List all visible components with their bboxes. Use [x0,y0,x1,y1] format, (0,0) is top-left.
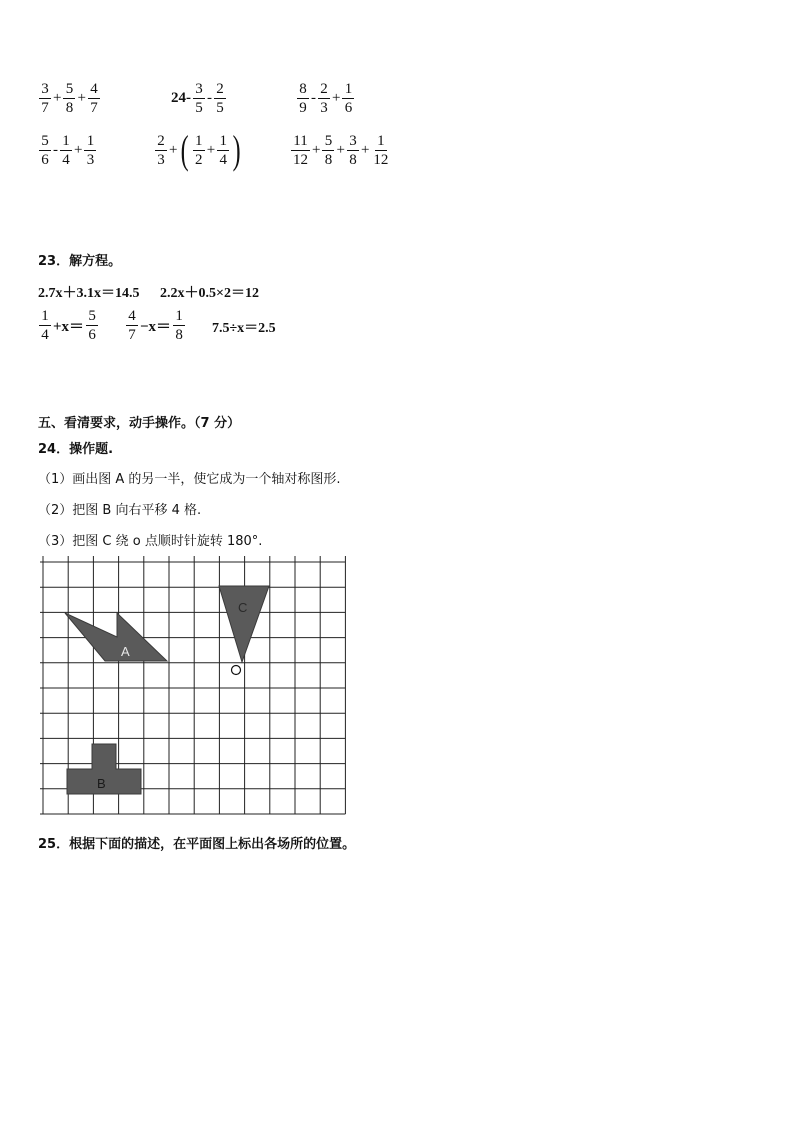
question-24-item-1: （1）画出图 A 的另一半，使它成为一个轴对称图形. [38,472,341,487]
expression-row1-1: $\frac{3}{7}$ + $\frac{5}{8}$ + $\frac{4}{7}$ [38,78,101,118]
shape-a-label: A [121,644,130,659]
expression-row2-1: $\frac{5}{6}$ - $\frac{1}{4}$ + $\frac{1}{3}$ [38,130,97,170]
operation-grid [40,556,356,822]
equation-4: $\frac{4}{7}$ −x＝ $\frac{1}{8}$ [125,305,186,345]
question-24-item-2: （2）把图 B 向右平移 4 格. [38,503,202,518]
question-25-title: 25．根据下面的描述，在平面图上标出各场所的位置。 [38,837,356,852]
expression-row2-2: $\frac{2}{3}$ + ( $\frac{1}{2}$ + $\frac{1}{4}$ ) [154,130,244,170]
rotation-point-o[interactable] [232,666,241,675]
equation-3: $\frac{1}{4}$ +x＝ $\frac{5}{6}$ [38,305,99,345]
question-23-title: 23．解方程。 [38,254,122,269]
section-5-title: 五、看清要求，动手操作。（7 分） [38,416,241,431]
question-24-title: 24．操作题. [38,442,114,457]
shape-b-label: B [97,776,106,791]
equation-1: 2.7x＋3.1x＝14.5 [38,286,140,301]
question-24-item-3: （3）把图 C 绕 o 点顺时针旋转 180°. [38,534,263,549]
equation-2: 2.2x＋0.5×2＝12 [160,286,259,301]
shape-c-label: C [238,600,248,615]
shape-a[interactable] [65,613,167,661]
expression-row1-3: $\frac{8}{9}$ - $\frac{2}{3}$ + $\frac{1}{6}$ [296,78,355,118]
expression-row2-3: $\frac{11}{12}$ + $\frac{5}{8}$ + $\frac{3}{8}$ + $\frac{1}{12}$ [293,132,389,168]
expression-row1-2: 24- $\frac{3}{5}$ - $\frac{2}{5}$ [170,78,227,118]
equation-5: 7.5÷x＝2.5 [212,321,276,336]
shape-c[interactable] [219,586,269,662]
